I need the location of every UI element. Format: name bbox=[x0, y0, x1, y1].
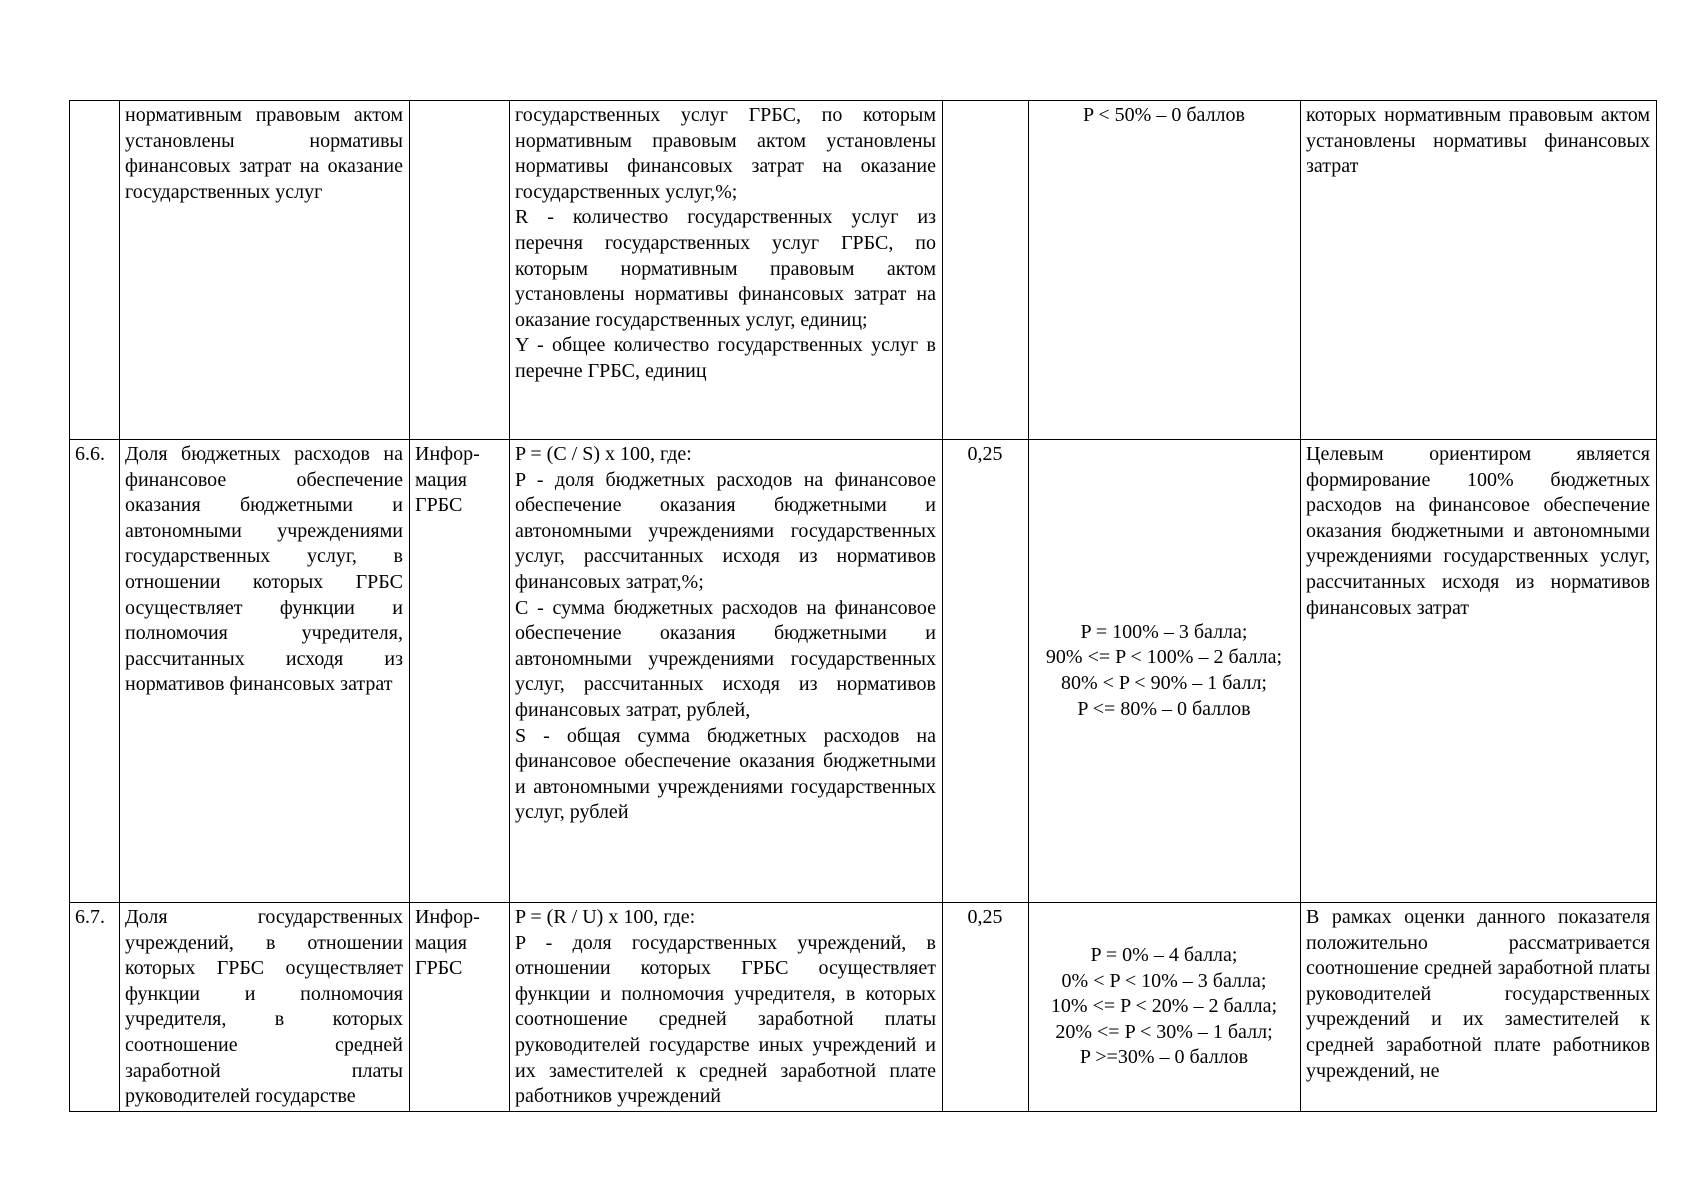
criteria-cell bbox=[1029, 440, 1301, 903]
indicators-table bbox=[69, 100, 1657, 1112]
criteria-cell bbox=[1029, 903, 1301, 1112]
formula-line: P - доля государственных учреждений, в отношении которых ГРБС осуществляет функции и полномочия учредителя, в которых соотношение средней заработной платы руководителей государстве иных учреждений и их заместителей к средней заработной плате работников учреждений bbox=[515, 931, 936, 1108]
criteria-cell bbox=[1029, 101, 1301, 440]
weight bbox=[943, 101, 1029, 440]
criteria-line: P < 50% – 0 баллов bbox=[1083, 104, 1245, 126]
info-source: Инфор-мация ГРБС bbox=[410, 903, 510, 1112]
formula-cell bbox=[510, 903, 943, 1112]
info-source: Инфор-мация ГРБС bbox=[410, 440, 510, 903]
row-number bbox=[70, 101, 120, 440]
indicator-name bbox=[120, 903, 410, 1112]
formula-cell bbox=[510, 440, 943, 903]
weight: 0,25 bbox=[943, 903, 1029, 1112]
comment-cell: Целевым ориентиром является формирование 100% бюджетных расходов на финансовое обеспечение оказания бюджетными и автономными учреждениями государственных услуг, рассчитанных исходя из нормативов финансовых затрат bbox=[1301, 440, 1657, 903]
criteria-line: P = 0% – 4 балла; bbox=[1090, 944, 1238, 967]
criteria-line: 0% < P < 10% – 3 балла; bbox=[1061, 969, 1267, 992]
table-row bbox=[70, 903, 1657, 1112]
indicator-name-text: Доля государственных учреждений, в отношении которых ГРБС осуществляет функции и полномочия учредителя, в которых соотношение средней заработной платы руководителей государстве bbox=[125, 906, 403, 1108]
criteria-line: 10% <= P < 20% – 2 балла; bbox=[1050, 995, 1278, 1018]
row-number: 6.6. bbox=[70, 440, 120, 903]
formula-line: P = (R / U) x 100, где: bbox=[515, 906, 696, 928]
criteria-line: 90% <= P < 100% – 2 балла; bbox=[1045, 646, 1283, 669]
criteria-line: 80% < P < 90% – 1 балл; bbox=[1060, 672, 1267, 694]
formula-line: P = (C / S) x 100, где: bbox=[515, 443, 692, 465]
weight: 0,25 bbox=[943, 440, 1029, 903]
comment-cell: которых нормативным правовым актом установлены нормативы финансовых затрат bbox=[1301, 101, 1657, 440]
criteria-line: P = 100% – 3 балла; bbox=[1080, 620, 1248, 643]
formula-line: C - сумма бюджетных расходов на финансовое обеспечение оказания бюджетными и автономными учреждениями государственных услуг, рассчитанных исходя из нормативов финансовых затрат, рублей, bbox=[515, 596, 936, 721]
formula-line: Y - общее количество государственных услуг в перечне ГРБС, единиц bbox=[515, 334, 936, 382]
indicator-name: нормативным правовым актом установлены нормативы финансовых затрат на оказание государственных услуг bbox=[120, 101, 410, 440]
formula-line: P - доля бюджетных расходов на финансовое обеспечение оказания бюджетными и автономными учреждениями государственных услуг, рассчитанных исходя из нормативов финансовых затрат,%; bbox=[515, 468, 936, 593]
formula-line: S - общая сумма бюджетных расходов на финансовое обеспечение оказания бюджетными и автономными учреждениями государственных услуг, рублей bbox=[515, 724, 936, 824]
comment-cell bbox=[1301, 903, 1657, 1112]
formula-cell bbox=[510, 101, 943, 440]
comment-text: В рамках оценки данного показателя положительно рассматривается соотношение средней заработной платы руководителей государственных учреждений и их заместителей к средней заработной плате работников учреждений, не bbox=[1306, 906, 1650, 1082]
info-source bbox=[410, 101, 510, 440]
indicator-name: Доля бюджетных расходов на финансовое обеспечение оказания бюджетными и автономными учреждениями государственных услуг, в отношении которых ГРБС осуществляет функции и полномочия учредителя, рассчитанных исходя из нормативов финансовых затрат bbox=[120, 440, 410, 903]
formula-line: R - количество государственных услуг из перечня государственных услуг ГРБС, по которым нормативным правовым актом установлены нормативы финансовых затрат на оказание государственных услуг, единиц; bbox=[515, 206, 936, 331]
criteria-line: P >=30% – 0 баллов bbox=[1079, 1046, 1249, 1069]
table-row bbox=[70, 440, 1657, 903]
table-row bbox=[70, 101, 1657, 440]
formula-line: государственных услуг ГРБС, по которым нормативным правовым актом установлены нормативы финансовых затрат на оказание государственных услуг,%; bbox=[515, 104, 936, 203]
row-number: 6.7. bbox=[70, 903, 120, 1112]
criteria-line: 20% <= P < 30% – 1 балл; bbox=[1055, 1020, 1273, 1043]
criteria-line: P <= 80% – 0 баллов bbox=[1077, 697, 1251, 720]
formula-text bbox=[515, 905, 936, 1109]
